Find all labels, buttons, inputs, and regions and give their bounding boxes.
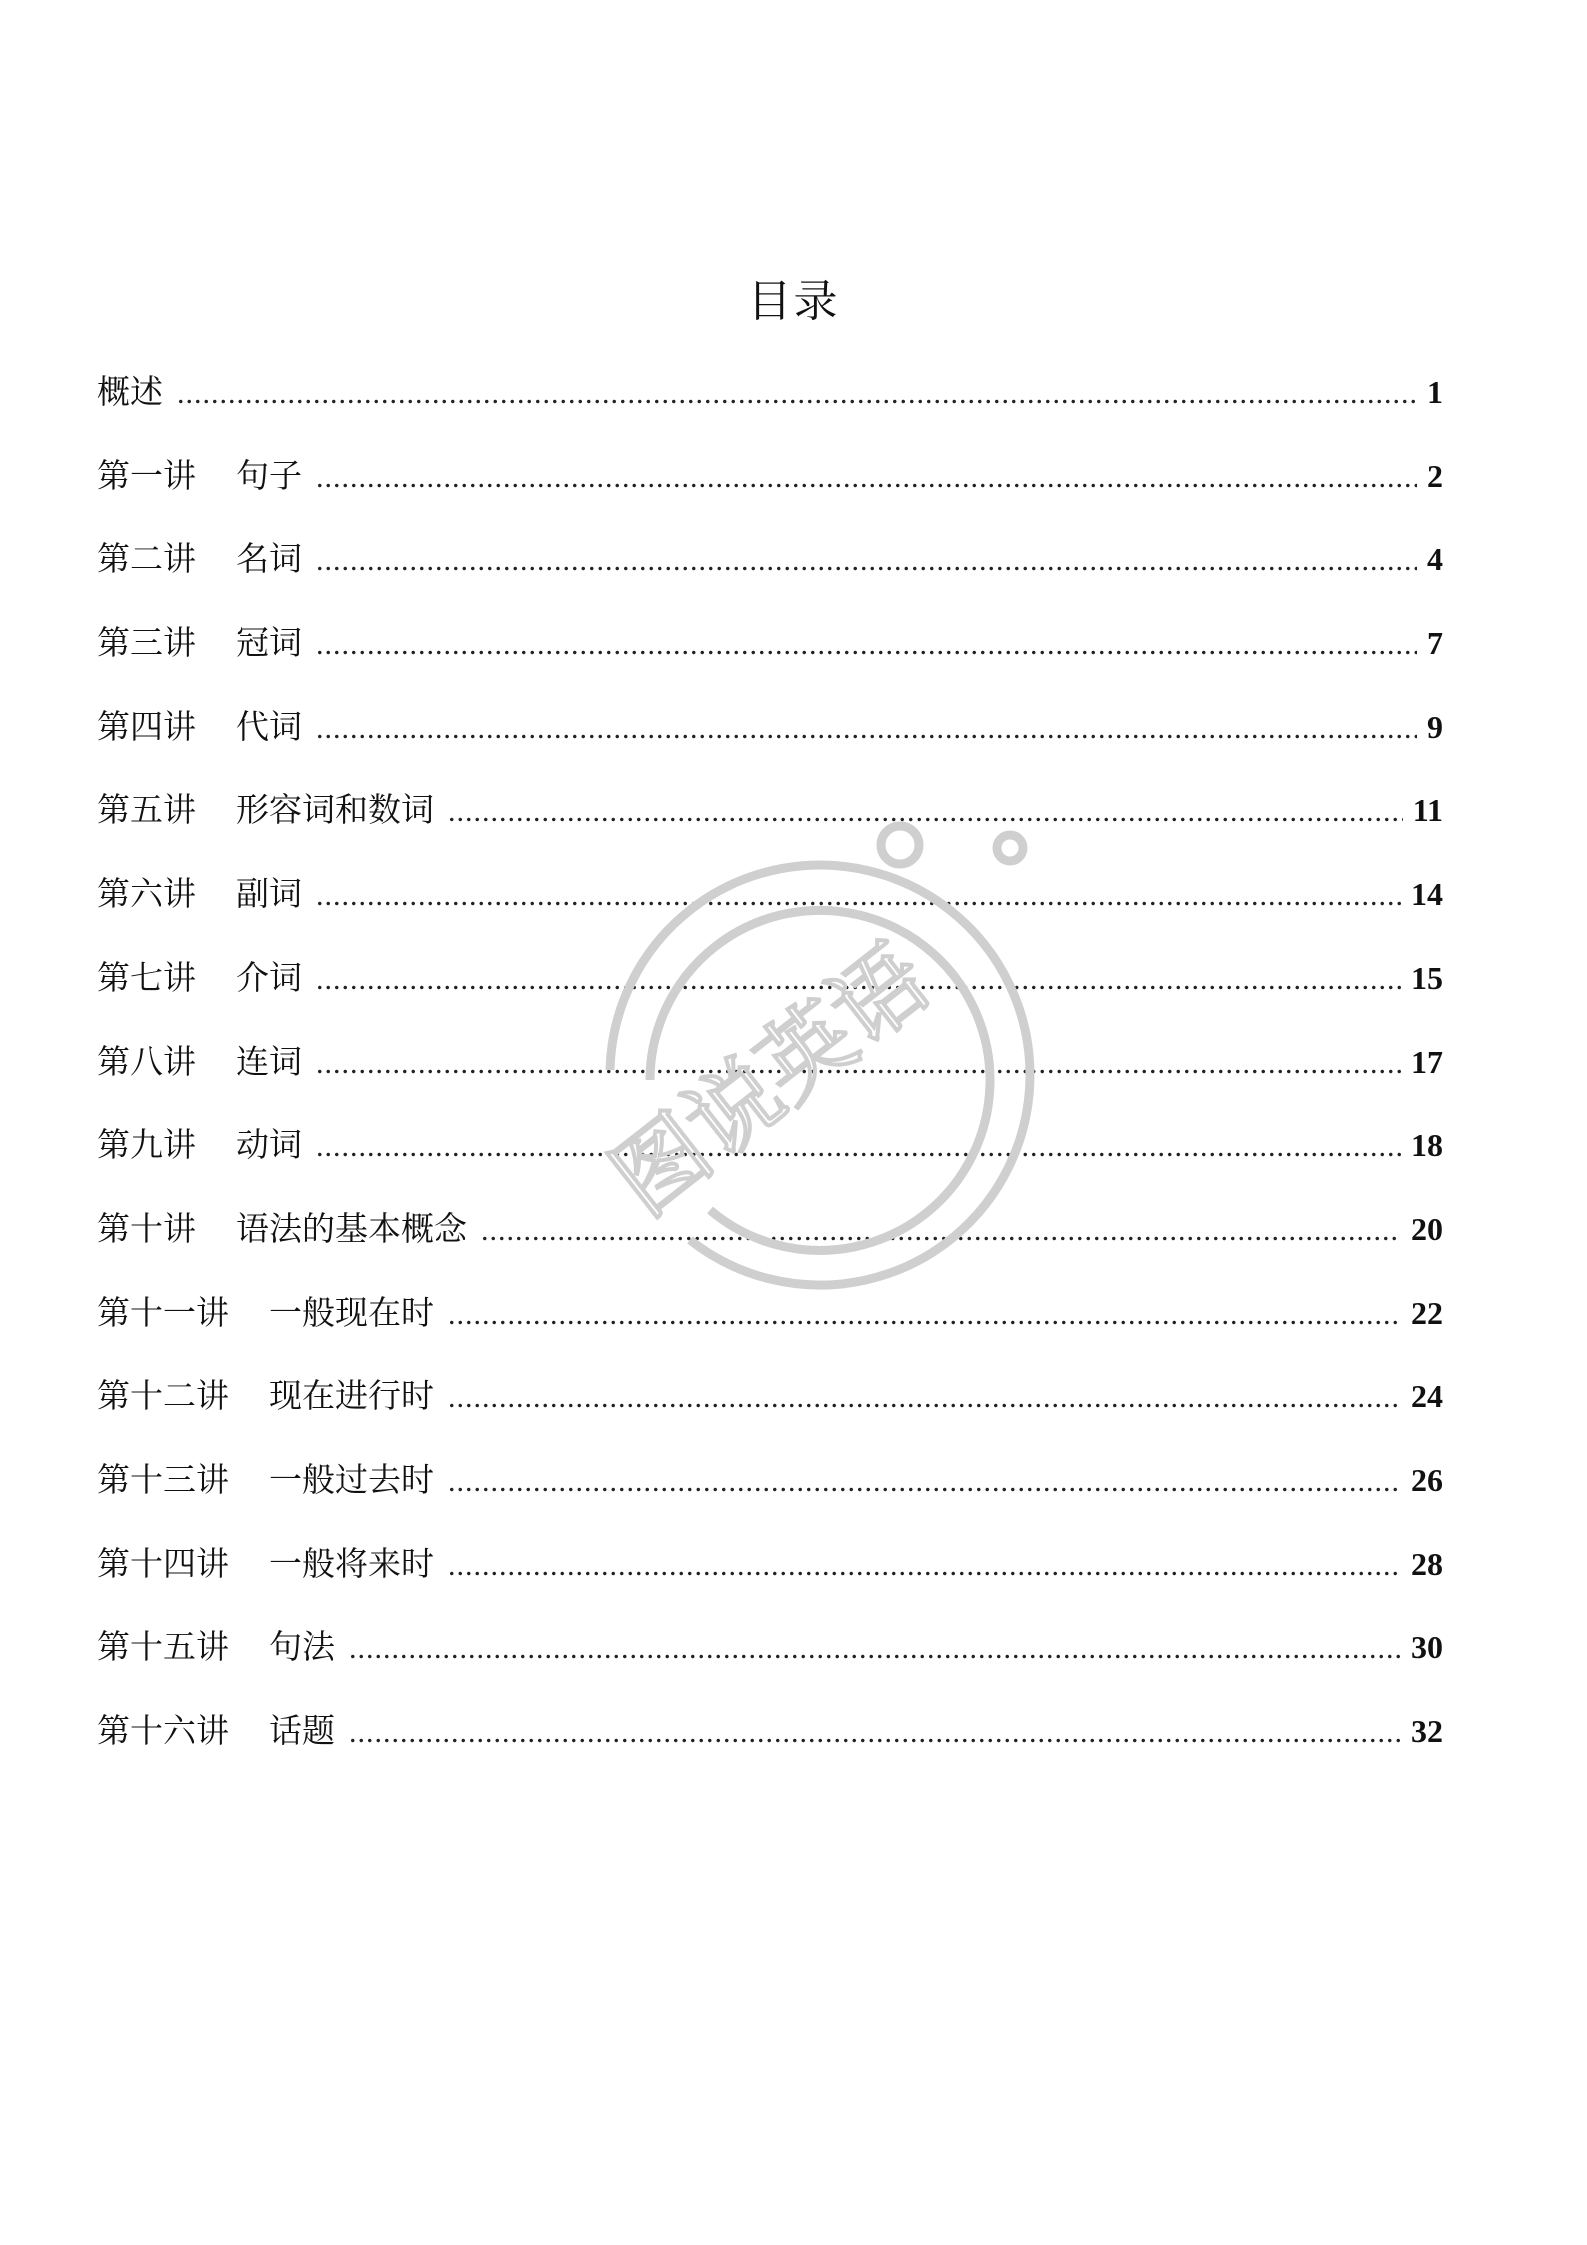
- table-of-contents: [97, 362, 1443, 1785]
- toc-leader-dots: [448, 782, 1403, 842]
- toc-chapter: 第一讲: [97, 455, 196, 495]
- toc-page-number: 30: [1411, 1629, 1443, 1666]
- toc-entry-lecture-8[interactable]: [97, 1032, 1443, 1116]
- toc-entry-lecture-7[interactable]: [97, 948, 1443, 1032]
- toc-chapter: 第四讲: [97, 706, 196, 746]
- toc-topic: 冠词: [236, 623, 302, 663]
- toc-chapter: 概述: [97, 372, 163, 411]
- toc-leader-dots: [316, 615, 1417, 675]
- toc-chapter: 第八讲: [97, 1041, 196, 1081]
- toc-leader-dots: [316, 1117, 1401, 1177]
- toc-entry-lecture-4[interactable]: [97, 697, 1443, 781]
- toc-entry-label: [97, 780, 434, 840]
- toc-topic: 副词: [236, 874, 302, 914]
- toc-topic: 介词: [236, 957, 302, 997]
- toc-entry-label: [97, 1032, 302, 1092]
- toc-chapter: 第七讲: [97, 957, 196, 997]
- watermark-text: 图说英语: [592, 924, 949, 1236]
- toc-topic: 名词: [236, 539, 302, 579]
- toc-page-number: 2: [1427, 457, 1443, 494]
- toc-topic: 代词: [236, 706, 302, 746]
- toc-leader-dots: [316, 699, 1417, 759]
- toc-entry-label: [97, 864, 302, 924]
- toc-chapter: 第十讲: [97, 1208, 196, 1248]
- toc-leader-dots: [448, 1368, 1401, 1428]
- toc-page-number: 14: [1411, 876, 1443, 913]
- toc-leader-dots: [316, 448, 1417, 508]
- toc-entry-label: [97, 446, 302, 506]
- toc-page-number: 22: [1411, 1294, 1443, 1331]
- toc-chapter: 第十五讲: [97, 1627, 229, 1667]
- toc-entry-lecture-2[interactable]: [97, 529, 1443, 613]
- toc-entry-label: [97, 529, 302, 589]
- toc-leader-dots: [316, 1034, 1401, 1094]
- toc-entry-label: [97, 1199, 467, 1259]
- toc-leader-dots: [316, 950, 1401, 1010]
- toc-topic: 动词: [236, 1125, 302, 1165]
- toc-topic: 话题: [269, 1711, 335, 1750]
- toc-topic: 现在进行时: [269, 1376, 434, 1416]
- toc-page-number: 32: [1411, 1713, 1443, 1749]
- toc-entry-lecture-5[interactable]: [97, 780, 1443, 864]
- toc-leader-dots: [316, 531, 1417, 591]
- toc-chapter: 第十六讲: [97, 1711, 229, 1750]
- toc-entry-label: [97, 1701, 335, 1761]
- toc-page-number: 4: [1427, 541, 1443, 578]
- toc-entry-label: [97, 613, 302, 673]
- toc-page-number: 11: [1412, 792, 1443, 829]
- toc-page-number: 7: [1427, 625, 1443, 662]
- toc-chapter: 第三讲: [97, 623, 196, 663]
- toc-entry-label: [97, 697, 302, 757]
- toc-chapter: 第十一讲: [97, 1292, 229, 1332]
- toc-leader-dots: [349, 1703, 1401, 1763]
- toc-chapter: 第九讲: [97, 1125, 196, 1165]
- toc-entry-lecture-1[interactable]: [97, 446, 1443, 530]
- toc-chapter: 第十四讲: [97, 1543, 229, 1583]
- toc-entry-lecture-3[interactable]: [97, 613, 1443, 697]
- toc-entry-lecture-16[interactable]: [97, 1701, 1443, 1785]
- toc-leader-dots: [349, 1619, 1401, 1679]
- toc-leader-dots: [448, 1452, 1401, 1512]
- toc-page-number: 26: [1411, 1461, 1443, 1498]
- toc-page-number: 20: [1411, 1210, 1443, 1247]
- toc-entry-lecture-10[interactable]: [97, 1199, 1443, 1283]
- toc-entry-label: [97, 1617, 335, 1677]
- toc-leader-dots: [448, 1536, 1401, 1596]
- toc-topic: 连词: [236, 1041, 302, 1081]
- page-title: 目录: [747, 276, 840, 327]
- toc-page-number: 24: [1411, 1378, 1443, 1415]
- toc-entry-overview[interactable]: [97, 362, 1443, 446]
- toc-entry-lecture-9[interactable]: [97, 1115, 1443, 1199]
- toc-topic: 语法的基本概念: [236, 1208, 467, 1248]
- toc-topic: 一般将来时: [269, 1543, 434, 1583]
- toc-topic: 一般现在时: [269, 1292, 434, 1332]
- toc-chapter: 第五讲: [97, 790, 196, 830]
- toc-topic: 句法: [269, 1627, 335, 1667]
- toc-entry-lecture-15[interactable]: [97, 1617, 1443, 1701]
- toc-entry-label: [97, 1283, 434, 1343]
- toc-chapter: 第十二讲: [97, 1376, 229, 1416]
- toc-page-number: 1: [1427, 374, 1443, 410]
- toc-topic: 句子: [236, 455, 302, 495]
- toc-entry-label: [97, 948, 302, 1008]
- toc-leader-dots: [448, 1285, 1401, 1345]
- toc-topic: 一般过去时: [269, 1459, 434, 1499]
- toc-entry-lecture-12[interactable]: [97, 1366, 1443, 1450]
- toc-entry-label: [97, 362, 163, 422]
- toc-page-number: 18: [1411, 1127, 1443, 1164]
- toc-entry-lecture-11[interactable]: [97, 1283, 1443, 1367]
- toc-entry-label: [97, 1366, 434, 1426]
- toc-page-number: 15: [1411, 959, 1443, 996]
- toc-page-number: 9: [1427, 708, 1443, 745]
- toc-leader-dots: [316, 866, 1401, 926]
- toc-topic: 形容词和数词: [236, 790, 434, 830]
- toc-entry-lecture-13[interactable]: [97, 1450, 1443, 1534]
- toc-leader-dots: [177, 364, 1417, 424]
- toc-chapter: 第六讲: [97, 874, 196, 914]
- toc-page-number: 17: [1411, 1043, 1443, 1080]
- toc-entry-lecture-6[interactable]: [97, 864, 1443, 948]
- toc-page-number: 28: [1411, 1545, 1443, 1582]
- toc-entry-label: [97, 1115, 302, 1175]
- toc-entry-lecture-14[interactable]: [97, 1534, 1443, 1618]
- toc-entry-label: [97, 1534, 434, 1594]
- toc-chapter: 第十三讲: [97, 1459, 229, 1499]
- toc-entry-label: [97, 1450, 434, 1510]
- toc-chapter: 第二讲: [97, 539, 196, 579]
- toc-leader-dots: [481, 1201, 1401, 1261]
